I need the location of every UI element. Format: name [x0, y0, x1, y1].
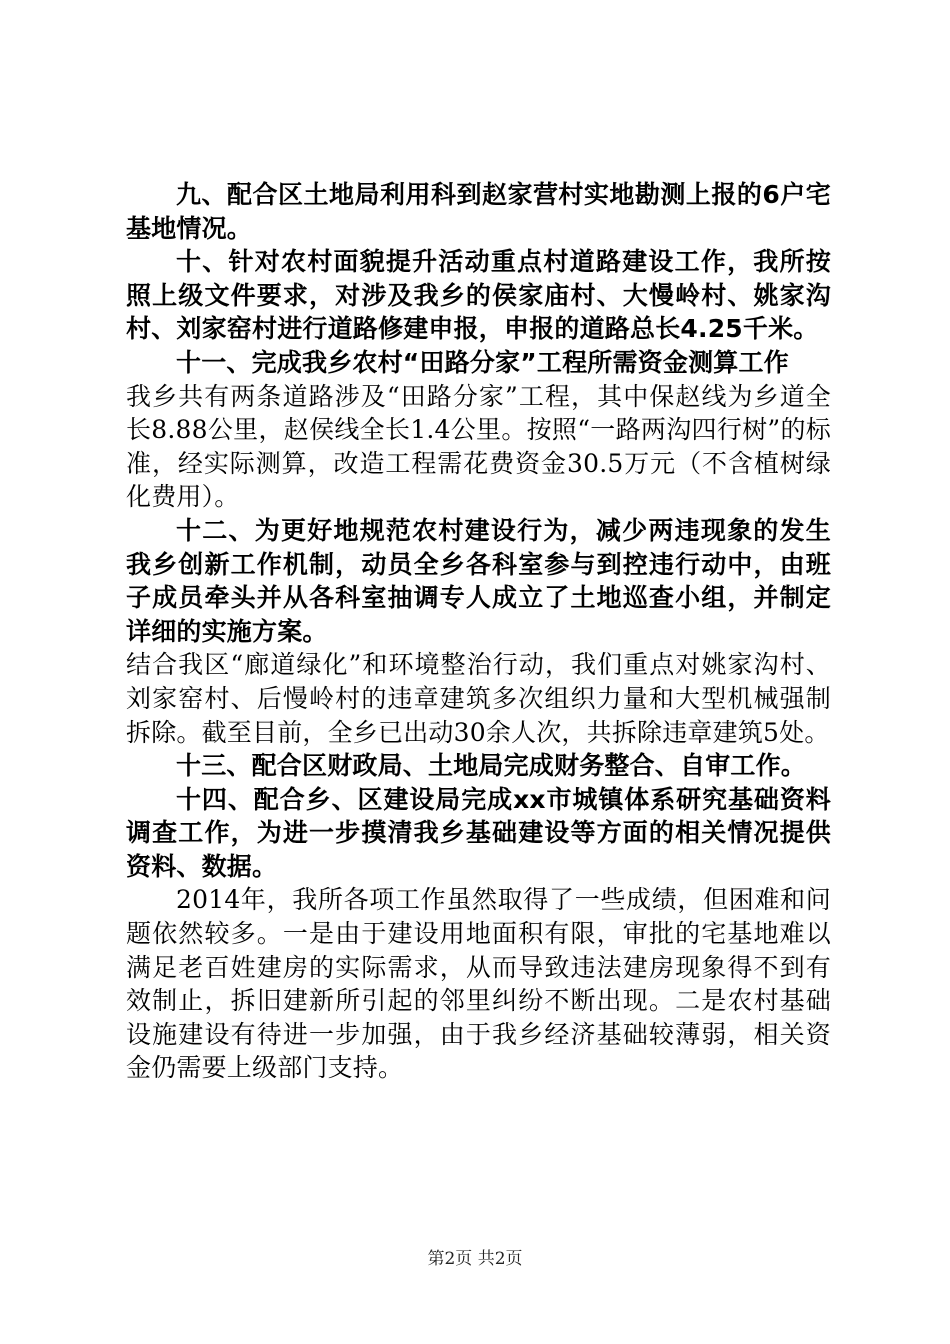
paragraph-summary: 2014年，我所各项工作虽然取得了一些成绩，但困难和问题依然较多。一是由于建设用地面积有限，审批的宅基地难以满足老百姓建房的实际需求，从而导致违法建房现象得不到有效制止，拆旧建新所引起的邻里纠纷不断出现。二是农村基础设施建设有待进一步加强，由于我乡经济基础较薄弱，相关资金仍需要上级部门支持。 — [126, 885, 831, 1083]
paragraph-item-12-heading: 十二、为更好地规范农村建设行为，减少两违现象的发生我乡创新工作机制，动员全乡各科室参与到控违行动中，由班子成员牵头并从各科室抽调专人成立了土地巡查小组，并制定详细的实施方案。 — [126, 515, 831, 646]
paragraph-item-12-body: 结合我区“廊道绿化”和环境整治行动，我们重点对姚家沟村、刘家窑村、后慢岭村的违章建筑多次组织力量和大型机械强制拆除。截至目前，全乡已出动30余人次，共拆除违章建筑5处。 — [126, 650, 831, 747]
document-body — [126, 178, 831, 1085]
paragraph-item-13: 十三、配合区财政局、土地局完成财务整合、自审工作。 — [176, 751, 807, 781]
paragraph-item-11-body: 我乡共有两条道路涉及“田路分家”工程，其中保赵线为乡道全长8.88公里，赵侯线全长1.4公里。按照“一路两沟四行树”的标准，经实际测算，改造工程需花费资金30.5万元（不含植树绿化费用）。 — [126, 381, 831, 512]
paragraph-item-9: 九、配合区土地局利用科到赵家营村实地勘测上报的6户宅基地情况。 — [126, 180, 831, 243]
page-footer: 第2页 共2页 — [427, 1249, 523, 1269]
paragraph-item-11-heading: 十一、完成我乡农村“田路分家”工程所需资金测算工作 — [176, 347, 789, 377]
paragraph-item-14: 十四、配合乡、区建设局完成xx市城镇体系研究基础资料调查工作，为进一步摸清我乡基础建设等方面的相关情况提供资料、数据。 — [126, 784, 831, 881]
paragraph-item-10: 十、针对农村面貌提升活动重点村道路建设工作，我所按照上级文件要求，对涉及我乡的侯家庙村、大慢岭村、姚家沟村、刘家窑村进行道路修建申报，申报的道路总长4.25千米。 — [126, 247, 831, 344]
